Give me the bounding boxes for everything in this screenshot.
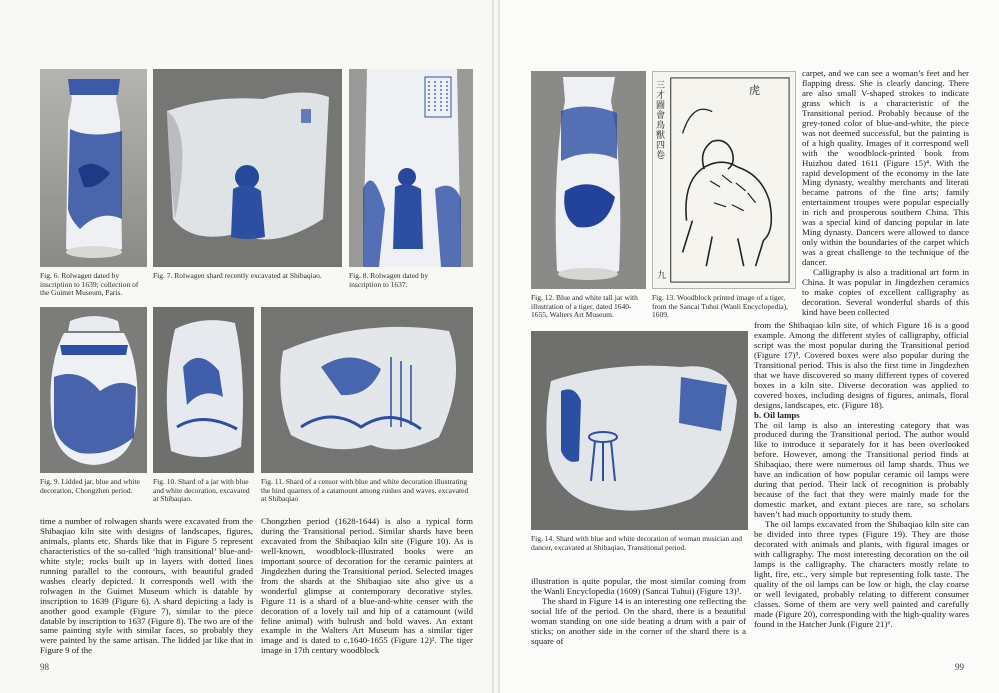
fig6-caption: Fig. 6. Rolwagen dated by inscription to 1639; collection of the Guimet Museum, Paris. [40,271,139,298]
right-paragraph-5: The oil lamps excavated from the Shibaqiao kiln site can be divided into three types (Figure 19). They are those decorated with animals and plants, with figural images or with calligraphy. The most interesting decoration on the oil lamps is the calligraphy. The characters mostly relate to light, fire, etc., very simple but representing folk taste. The quality of the oil lamps can be low or high, the clay coarse or well levigated, probably relating to different consumer classes. Some of them are very well painted and carefully made (Figure 20), corresponding with the high-quality wares found in the Hatcher Junk (Figure 21)⁶. [754,519,969,629]
left-paragraph-1: time a number of rolwagen shards were excavated from the Shibaqiao kiln site with designs of landscapes, figures, animals, plants etc. Shards like that in Figure 5 represent characteristics of the so-called ‘high transitional’ blue-and-white style; rocks built up in layers with dotted lines running parallel to the contours, with beautiful graded washes clearly depicted. It corresponds well with the rolwagen in the Guimet Museum which is datable by inscription to 1639 (Figure 6). A shard depicting a lady is another good example (Figure 7), similar to the piece datable by inscription to 1637 (Figure 8). The two are of the same painting style with similar faces, so probably they were painted by the same artisan. The lidded jar like that in Figure 9 of the [40,516,253,656]
right-paragraph-3: from the Shibaqiao kiln site, of which Figure 16 is a good example. Among the different styles of calligraphy, official script was the most popular during the Transitional period (Figure 17)⁵. Covered boxes were also popular during the Transitional period. This is also the first time in Jingdezhen that we have discovered so many different types of covered boxes in a kiln site. Diverse decoration was applied to covered boxes, including designs of figures, animals, floral designs, landscapes, etc. (Figure 18). [754,320,969,410]
right-paragraph-4: The oil lamp is also an interesting category that was produced during the Transitional period. The author would like to introduce it separately for it has been overlooked before. However, among the Transitional period finds at Shibaqiao, there were numerous oil lamp shards. Thus we have an indication of how popular ceramic oil lamps were during that period. Their lack of recognition is probably because of the fact that they were mainly made for the domestic market, and extant pieces are rare, so scholars haven’t had much opportunity to study them. [754,419,969,520]
fig8-rolwagen-photo [349,69,473,267]
oil-lamps-heading: b. Oil lamps [754,409,800,420]
fig7-shard-photo [153,69,342,267]
left-body-column-2 [261,517,473,656]
fig12-tiger-jar-photo [531,71,646,289]
fig7-caption: Fig. 7. Rolwagen shard recently excavated at Shibaqiao. [153,271,322,280]
fig14-musician-shard-photo [531,331,748,530]
right-body-column-left [531,577,746,647]
fig12-caption: Fig. 12. Blue and white tall jar with illustration of a tiger, dated 1640-1655, Walters Art Museum. [531,293,638,320]
page-number-right: 99 [955,662,964,672]
right-body-column-top [802,69,969,318]
fig13-woodblock-tiger [652,71,796,289]
fig14-caption: Fig. 14. Shard with blue and white decoration of woman musician and dancer, excavated at Shibaqiao, Transitional period. [531,534,742,552]
woodblock-side-text: 三才圖會鳥獸四卷 [656,80,666,160]
right-page [500,0,999,693]
right-paragraph-6: illustration is quite popular, the most similar coming from the Wanli Encyclopedia (1609) (Sancai Tuhui) (Figure 13)³. [531,576,746,596]
left-body-column-1 [40,517,253,656]
fig13-caption: Fig. 13. Woodblock printed image of a tiger, from the Sancai Tuhui (Wanli Encyclopedia), 1609. [652,293,789,320]
fig10-jar-shard-photo [153,307,254,473]
book-gutter [492,0,500,693]
fig6-rolwagen-photo [40,69,147,267]
fig9-lidded-jar-photo [40,307,147,473]
right-body-column-right [754,321,969,630]
right-paragraph-2: Calligraphy is also a traditional art form in China. It was popular in Jingdezhen ceramics to make copies of excellent calligraphy as decoration. Several wonderful shards of this kind have been collected [802,267,969,317]
fig11-caption: Fig. 11. Shard of a censor with blue and white decoration illustrating the hind quarters of a catamount among rushes and waves, excavated at Shibaqiao [261,477,469,504]
fig10-caption: Fig. 10. Shard of a jar with blue and white decoration, excavated at Shibaqiao. [153,477,250,504]
fig8-caption: Fig. 8. Rolwagen dated by inscription to 1637. [349,271,429,289]
left-paragraph-2: Chongzhen period (1628-1644) is also a typical form during the Transitional period. Similar shards have been excavated from the Shibaqiao kiln site (Figure 10). As is well-known, woodblock-illustrated books were an important source of decoration for the ceramic painters at Jingdezhen during the Transitional period. Selected images from the shards at the Shibaqiao site also give us a wonderful glimpse at contemporary decorative styles. Figure 11 is a shard of a blue-and-white censer with the decoration of a lovely tail and hip of a catamount (wild feline animal) with bulrush and bold waves. An extant example in the Walters Art Museum has a similar tiger image and is dated to c.1640-1655 (Figure 12)². The tiger image in 17th century woodblock [261,516,473,656]
right-paragraph-7: The shard in Figure 14 is an interesting one reflecting the social life of the period. On the shard, there is a beautiful woman standing on one side beating a drum with a pair of sticks; on another side in the corner of the shard there is a square of [531,595,746,646]
fig11-censer-shard-photo [261,307,473,473]
page-number-left: 98 [40,662,49,672]
woodblock-title: 虎 [749,85,760,97]
left-page [0,0,492,693]
woodblock-foot: 九 [657,270,667,280]
right-paragraph-1: carpet, and we can see a woman’s feet and her flapping dress. She is clearly dancing. There are also small V-shaped strokes to indicate grass which is a characteristic of the Transitional period. Probably because of the grey-toned color of blue-and-white, the piece was not deemed successful, but the painting is of a high quality. Images of it correspond well with the woodblock-printed book from Huizhou dated 1611 (Figure 15)⁴. With the rapid development of the economy in the late Ming dynasty, wealthy merchants and literati became patrons of the fine arts; family entertainment troupes were popular especially in rich and prosperous southern China. This was a special kind of dancing popular in late Ming dynasty. Dancers were allowed to dance only within the boundaries of the carpet which was a great challenge to the technique of the dancer. [802,68,969,268]
fig9-caption: Fig. 9. Lidded jar, blue and white decoration, Chongzhen period. [40,477,140,495]
